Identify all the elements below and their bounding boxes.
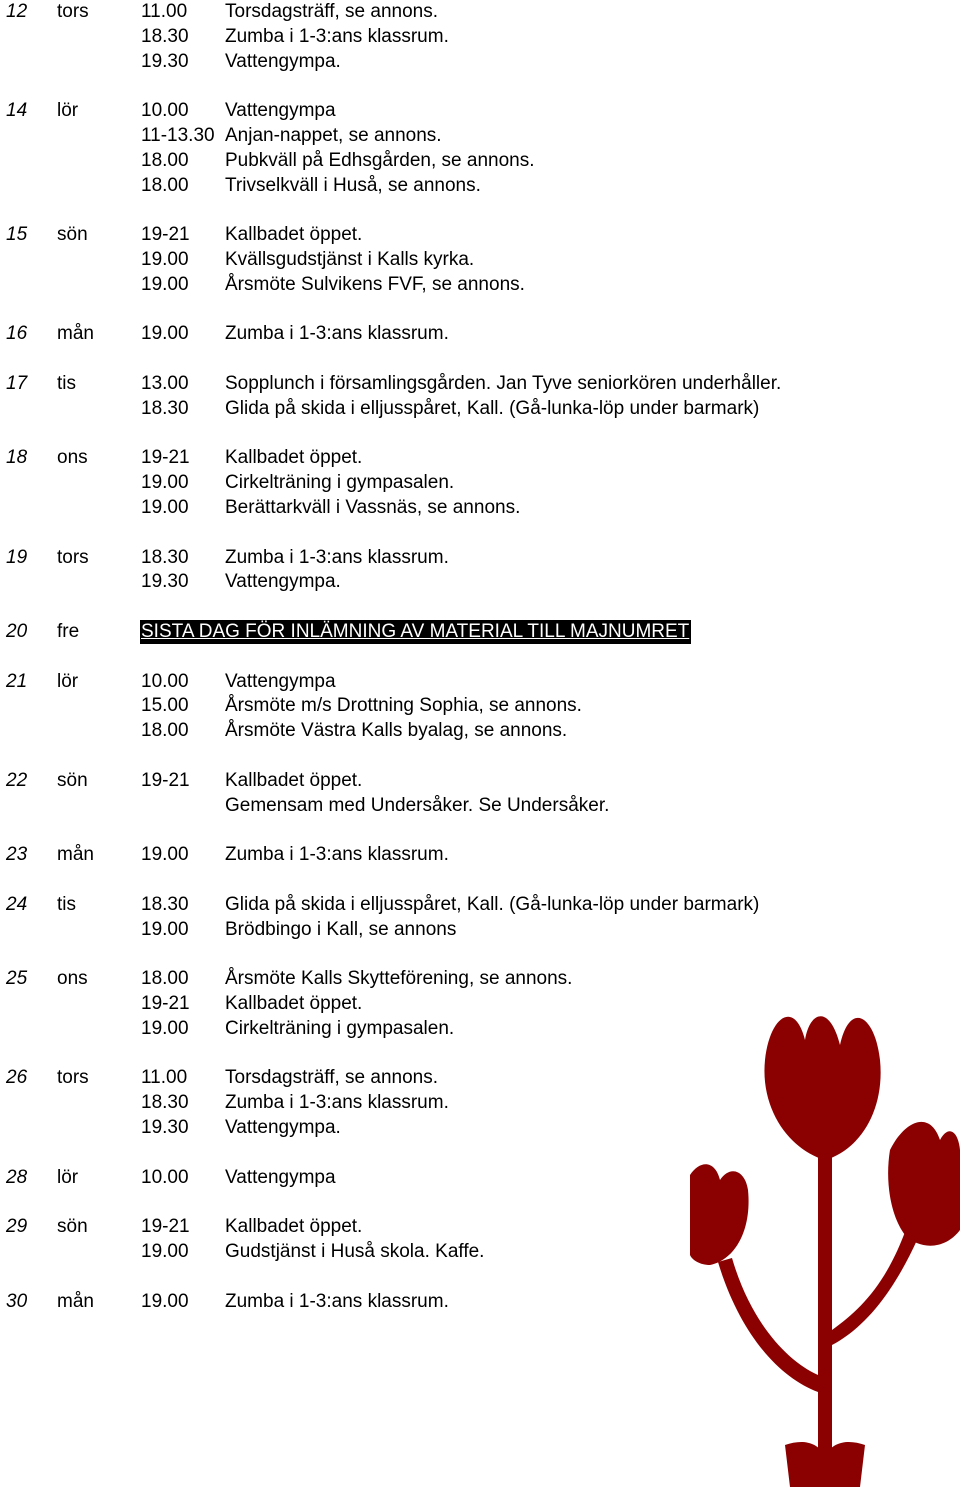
weekday: ons <box>57 447 88 469</box>
event-text: Kallbadet öppet. <box>225 993 363 1014</box>
weekday: sön <box>57 224 88 246</box>
event-text: Kallbadet öppet. <box>225 447 363 469</box>
day-number: 26 <box>6 1067 28 1089</box>
weekday: sön <box>57 769 88 791</box>
weekday: mån <box>57 844 94 866</box>
event-time: 19.00 <box>141 273 189 295</box>
event-time: 19.30 <box>141 1117 189 1138</box>
event-text: Zumba i 1-3:ans klassrum. <box>225 323 449 345</box>
event-time: 18.30 <box>141 25 189 47</box>
day-number: 21 <box>6 670 28 692</box>
event-time: 19.00 <box>141 472 189 494</box>
day-number: 17 <box>6 373 28 394</box>
event-time: 10.00 <box>141 1166 189 1188</box>
event-text: Årsmöte m/s Drottning Sophia, se annons. <box>225 695 582 717</box>
event-text: Vattengympa <box>225 100 336 122</box>
event-time: 19-21 <box>141 769 190 791</box>
event-time: 19-21 <box>141 447 190 469</box>
event-time: 19.00 <box>141 1290 189 1312</box>
event-text: Vattengympa. <box>225 571 341 593</box>
event-text: Vattengympa <box>225 1166 336 1188</box>
tulip-illustration <box>690 1000 960 1487</box>
event-time: 19.00 <box>141 844 189 866</box>
event-text: Kallbadet öppet. <box>225 1216 363 1238</box>
event-time: 15.00 <box>141 695 189 717</box>
event-text: Cirkelträning i gympasalen. <box>225 1017 455 1039</box>
event-time: 19.00 <box>141 1017 189 1039</box>
event-time: 19.00 <box>141 918 189 940</box>
event-time: 19.00 <box>141 249 189 270</box>
weekday: ons <box>57 968 88 990</box>
event-text: Vattengympa. <box>225 50 341 72</box>
day-number: 24 <box>6 893 28 915</box>
weekday: tis <box>57 373 76 394</box>
event-text: Torsdagsträff, se annons. <box>225 1 438 22</box>
event-text: Vattengympa. <box>225 1117 341 1138</box>
weekday: tors <box>57 1 89 22</box>
event-text: Torsdagsträff, se annons. <box>225 1067 438 1089</box>
day-number: 29 <box>6 1216 28 1238</box>
event-text: Kvällsgudstjänst i Kalls kyrka. <box>225 249 475 270</box>
event-time: 19.30 <box>141 571 189 593</box>
event-time: 18.00 <box>141 720 189 742</box>
day-number: 19 <box>6 546 28 568</box>
day-number: 20 <box>6 621 28 642</box>
day-number: 28 <box>6 1166 28 1188</box>
weekday: fre <box>57 621 80 642</box>
event-text: Gemensam med Undersåker. Se Undersåker. <box>225 794 610 816</box>
weekday: lör <box>57 100 79 122</box>
event-time: 19-21 <box>141 224 190 246</box>
event-text: Kallbadet öppet. <box>225 224 363 246</box>
weekday: tors <box>57 1067 89 1089</box>
event-time: 18.30 <box>141 893 189 915</box>
event-time: 19.30 <box>141 50 189 72</box>
event-text: Zumba i 1-3:ans klassrum. <box>225 25 449 47</box>
day-number: 16 <box>6 323 28 345</box>
event-time: 18.00 <box>141 149 189 171</box>
event-time: 18.30 <box>141 1092 189 1114</box>
event-time: 19.00 <box>141 497 189 518</box>
event-text: Zumba i 1-3:ans klassrum. <box>225 844 449 866</box>
event-text: Brödbingo i Kall, se annons <box>225 918 457 940</box>
weekday: lör <box>57 670 79 692</box>
event-text: Pubkväll på Edhsgården, se annons. <box>225 149 535 171</box>
event-text: Vattengympa <box>225 670 336 692</box>
event-time: 19.00 <box>141 323 189 345</box>
tulip-graphic <box>690 1016 960 1487</box>
event-time: 18.30 <box>141 397 189 419</box>
event-time: 13.00 <box>141 373 189 394</box>
event-time: 11.00 <box>141 1067 188 1089</box>
deadline-highlight: SISTA DAG FÖR INLÄMNING AV MATERIAL TILL MAJNUMRET <box>141 621 690 642</box>
event-text: Berättarkväll i Vassnäs, se annons. <box>225 497 521 518</box>
event-time: 19.00 <box>141 1241 189 1262</box>
event-time: 19-21 <box>141 993 190 1014</box>
event-time: 10.00 <box>141 100 189 122</box>
weekday: tis <box>57 893 76 915</box>
event-text: Kallbadet öppet. <box>225 769 363 791</box>
event-text: Zumba i 1-3:ans klassrum. <box>225 546 449 568</box>
day-number: 18 <box>6 447 28 469</box>
weekday: tors <box>57 546 89 568</box>
day-number: 15 <box>6 224 28 246</box>
day-number: 23 <box>6 844 28 866</box>
event-text: Årsmöte Sulvikens FVF, se annons. <box>225 273 525 295</box>
event-text: Glida på skida i elljusspåret, Kall. (Gå-lunka-löp under barmark) <box>225 397 760 419</box>
event-text: Årsmöte Västra Kalls byalag, se annons. <box>225 720 568 742</box>
day-number: 25 <box>6 968 28 990</box>
weekday: mån <box>57 1290 94 1312</box>
day-number: 14 <box>6 100 28 122</box>
event-time: 11-13.30 <box>141 125 215 146</box>
event-time: 18.00 <box>141 174 189 196</box>
day-number: 12 <box>6 1 28 22</box>
event-time: 11.00 <box>141 1 188 22</box>
event-text: Årsmöte Kalls Skytteförening, se annons. <box>225 968 573 990</box>
event-text: Trivselkväll i Huså, se annons. <box>225 174 481 196</box>
event-text: Sopplunch i församlingsgården. Jan Tyve seniorkören underhåller. <box>225 373 782 394</box>
weekday: mån <box>57 323 94 345</box>
weekday: lör <box>57 1166 79 1188</box>
event-text: Zumba i 1-3:ans klassrum. <box>225 1290 449 1312</box>
event-text: Gudstjänst i Huså skola. Kaffe. <box>225 1241 485 1262</box>
event-time: 18.00 <box>141 968 189 990</box>
event-text: Glida på skida i elljusspåret, Kall. (Gå-lunka-löp under barmark) <box>225 893 760 915</box>
day-number: 30 <box>6 1290 28 1312</box>
event-time: 18.30 <box>141 546 189 568</box>
event-text: Zumba i 1-3:ans klassrum. <box>225 1092 449 1114</box>
event-text: Cirkelträning i gympasalen. <box>225 472 455 494</box>
event-time: 10.00 <box>141 670 189 692</box>
day-number: 22 <box>6 769 28 791</box>
event-text: Anjan-nappet, se annons. <box>225 125 442 146</box>
event-time: 19-21 <box>141 1216 190 1238</box>
weekday: sön <box>57 1216 88 1238</box>
